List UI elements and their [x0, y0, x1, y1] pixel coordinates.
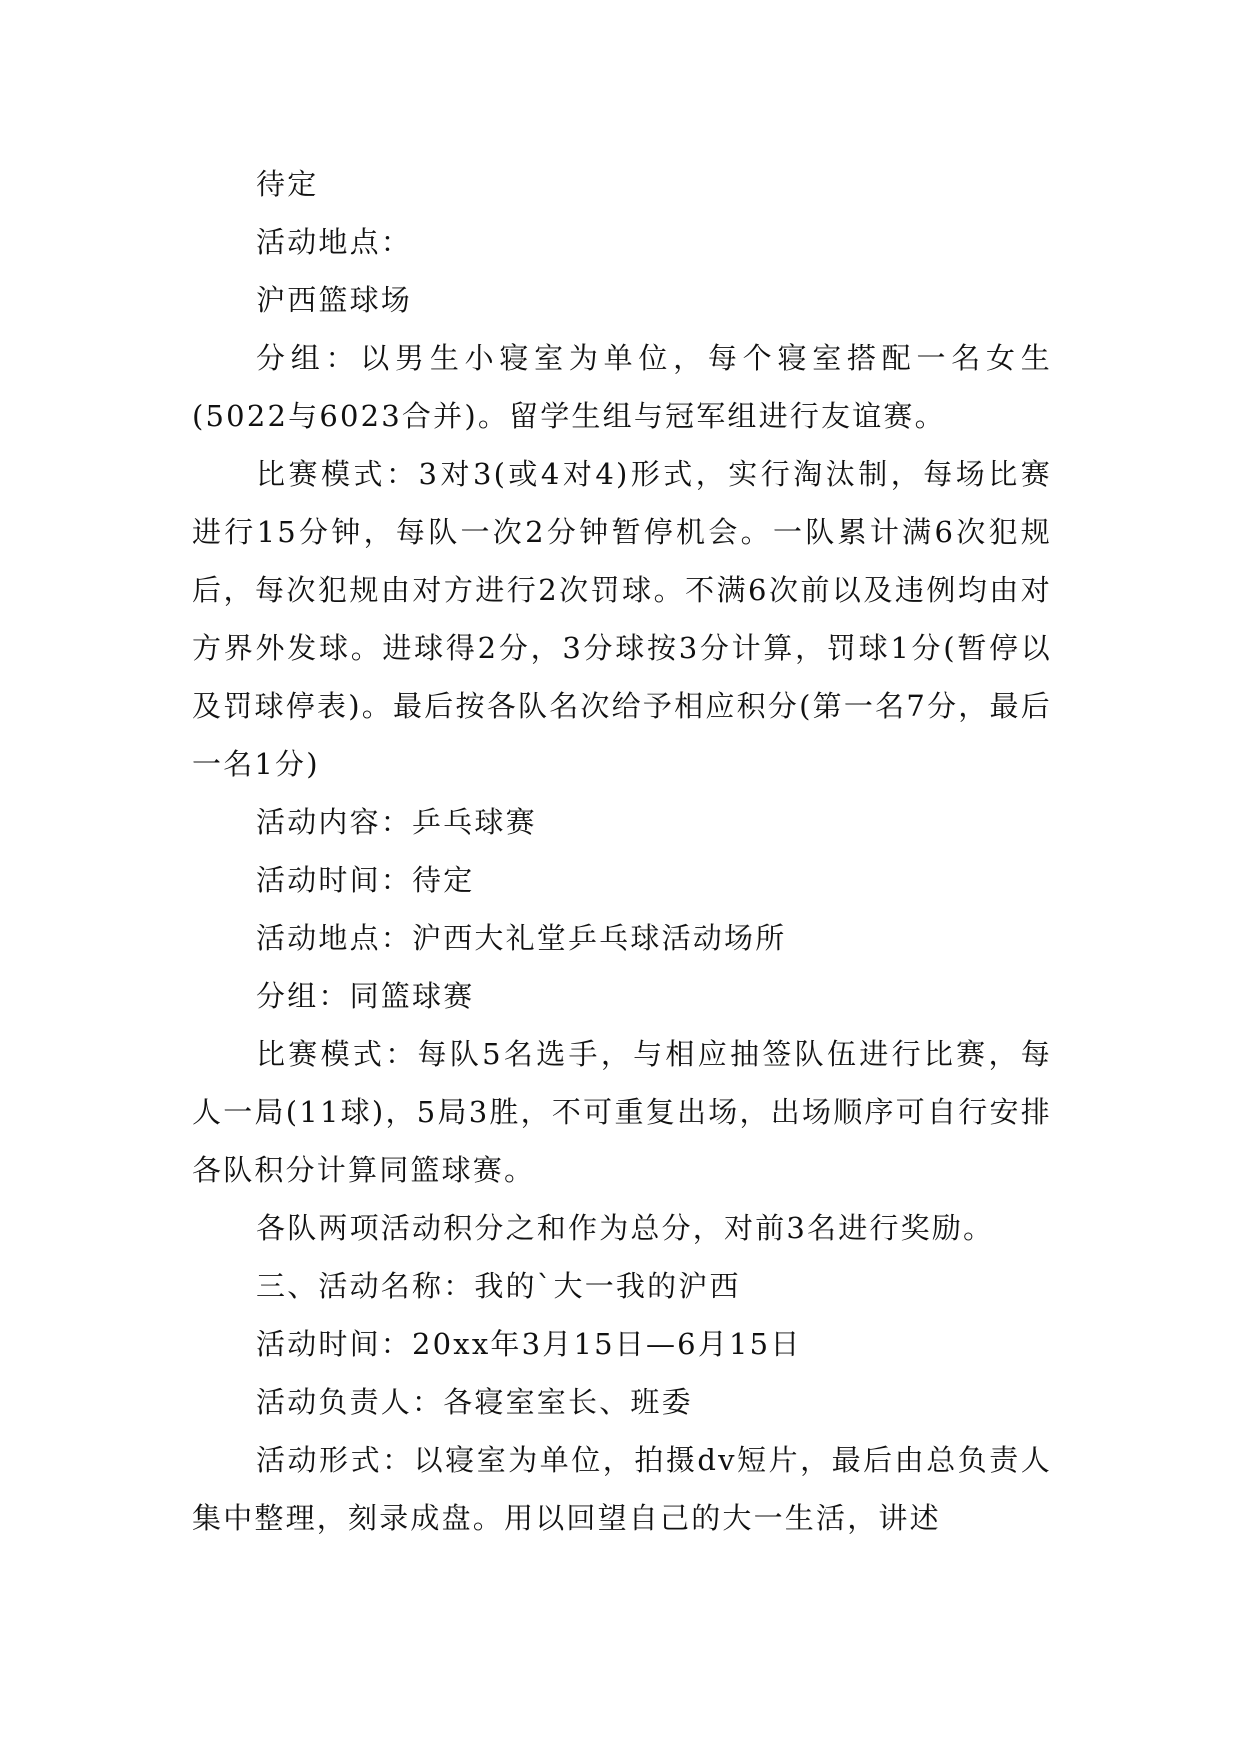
- paragraph-pending: 待定: [256, 167, 319, 201]
- paragraph-basketball-court: 沪西篮球场: [256, 283, 413, 317]
- paragraph-basketball-grouping: 分组：以男生小寝室为单位，每个寝室搭配一名女生(5022与6023合并)。留学生组与冠军组进行友谊赛。: [192, 341, 1052, 433]
- paragraph-table-tennis-grouping: 分组：同篮球赛: [256, 979, 475, 1013]
- paragraph-basketball-rules: 比赛模式：3对3(或4对4)形式，实行淘汰制，每场比赛进行15分钟，每队一次2分钟暂停机会。一队累计满6次犯规后，每次犯规由对方进行2次罚球。不满6次前以及违例均由对方界外发球。进球得2分，3分球按3分计算，罚球1分(暂停以及罚球停表)。最后按各队名次给予相应积分(第一名7分，最后一名1分): [192, 457, 1052, 781]
- paragraph-video-time: 活动时间：20xx年3月15日—6月15日: [256, 1327, 802, 1361]
- document-body: [192, 155, 1052, 1547]
- paragraph-video-owner: 活动负责人：各寝室室长、班委: [256, 1385, 693, 1419]
- paragraph-table-tennis-venue: 活动地点：沪西大礼堂乒乓球活动场所: [256, 921, 787, 955]
- paragraph-table-tennis-time: 活动时间：待定: [256, 863, 475, 897]
- paragraph-table-tennis-rules: 比赛模式：每队5名选手，与相应抽签队伍进行比赛，每人一局(11球)，5局3胜，不可重复出场，出场顺序可自行安排各队积分计算同篮球赛。: [192, 1037, 1052, 1187]
- paragraph-table-tennis-content: 活动内容：乒乓球赛: [256, 805, 537, 839]
- paragraph-venue-label: 活动地点：: [256, 225, 413, 259]
- section-three-title: 三、活动名称：我的`大一我的沪西: [256, 1269, 741, 1303]
- paragraph-video-format: 活动形式：以寝室为单位，拍摄dv短片，最后由总负责人集中整理，刻录成盘。用以回望自己的大一生活，讲述: [192, 1443, 1052, 1535]
- paragraph-total-score: 各队两项活动积分之和作为总分，对前3名进行奖励。: [256, 1211, 995, 1245]
